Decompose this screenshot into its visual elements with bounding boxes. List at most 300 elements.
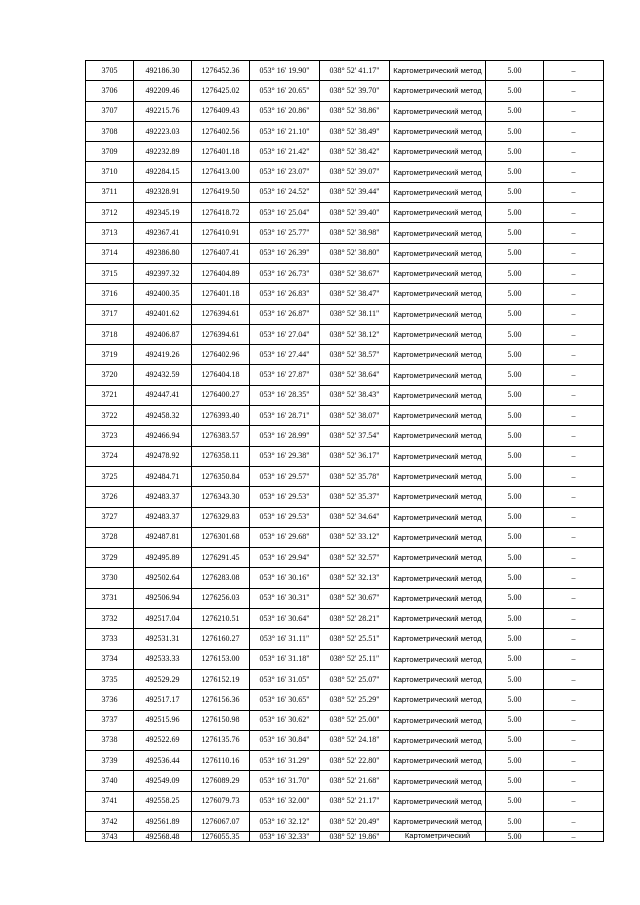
y-coordinate-cell: 1276400.27 bbox=[192, 385, 250, 405]
latitude-cell: 053° 16' 24.52" bbox=[250, 182, 320, 202]
y-coordinate-cell: 1276401.18 bbox=[192, 284, 250, 304]
method-cell: Картометрический метод bbox=[390, 61, 486, 81]
longitude-cell: 038° 52' 25.29" bbox=[320, 690, 390, 710]
longitude-cell: 038° 52' 38.42" bbox=[320, 142, 390, 162]
x-coordinate-cell: 492400.35 bbox=[134, 284, 192, 304]
y-coordinate-cell: 1276160.27 bbox=[192, 629, 250, 649]
method-cell: Картометрический метод bbox=[390, 487, 486, 507]
table-row bbox=[86, 771, 604, 791]
longitude-cell: 038° 52' 34.64" bbox=[320, 507, 390, 527]
method-cell: Картометрический метод bbox=[390, 629, 486, 649]
table-row bbox=[86, 263, 604, 283]
table-row bbox=[86, 142, 604, 162]
method-cell: Картометрический метод bbox=[390, 791, 486, 811]
y-coordinate-cell: 1276407.41 bbox=[192, 243, 250, 263]
x-coordinate-cell: 492558.25 bbox=[134, 791, 192, 811]
note-cell: – bbox=[544, 811, 604, 831]
method-cell: Картометрический метод bbox=[390, 162, 486, 182]
method-cell: Картометрический метод bbox=[390, 182, 486, 202]
point-number-cell: 3731 bbox=[86, 588, 134, 608]
longitude-cell: 038° 52' 38.43" bbox=[320, 385, 390, 405]
longitude-cell: 038° 52' 38.98" bbox=[320, 223, 390, 243]
table-row bbox=[86, 426, 604, 446]
note-cell: – bbox=[544, 487, 604, 507]
table-row bbox=[86, 507, 604, 527]
table-row bbox=[86, 690, 604, 710]
latitude-cell: 053° 16' 30.65" bbox=[250, 690, 320, 710]
y-coordinate-cell: 1276055.35 bbox=[192, 832, 250, 842]
longitude-cell: 038° 52' 39.70" bbox=[320, 81, 390, 101]
note-cell: – bbox=[544, 81, 604, 101]
x-coordinate-cell: 492406.87 bbox=[134, 324, 192, 344]
method-cell: Картометрический метод bbox=[390, 669, 486, 689]
accuracy-cell: 5.00 bbox=[486, 426, 544, 446]
y-coordinate-cell: 1276301.68 bbox=[192, 527, 250, 547]
y-coordinate-cell: 1276418.72 bbox=[192, 203, 250, 223]
point-number-cell: 3727 bbox=[86, 507, 134, 527]
method-cell: Картометрический метод bbox=[390, 345, 486, 365]
latitude-cell: 053° 16' 21.42" bbox=[250, 142, 320, 162]
x-coordinate-cell: 492478.92 bbox=[134, 446, 192, 466]
point-number-cell: 3734 bbox=[86, 649, 134, 669]
table-row bbox=[86, 284, 604, 304]
latitude-cell: 053° 16' 20.65" bbox=[250, 81, 320, 101]
table-row bbox=[86, 568, 604, 588]
longitude-cell: 038° 52' 25.51" bbox=[320, 629, 390, 649]
longitude-cell: 038° 52' 39.40" bbox=[320, 203, 390, 223]
accuracy-cell: 5.00 bbox=[486, 446, 544, 466]
method-cell: Картометрический метод bbox=[390, 101, 486, 121]
y-coordinate-cell: 1276393.40 bbox=[192, 406, 250, 426]
table-row bbox=[86, 730, 604, 750]
method-cell: Картометрический метод bbox=[390, 426, 486, 446]
y-coordinate-cell: 1276283.08 bbox=[192, 568, 250, 588]
latitude-cell: 053° 16' 29.53" bbox=[250, 507, 320, 527]
x-coordinate-cell: 492529.29 bbox=[134, 669, 192, 689]
longitude-cell: 038° 52' 20.49" bbox=[320, 811, 390, 831]
table-row bbox=[86, 487, 604, 507]
y-coordinate-cell: 1276329.83 bbox=[192, 507, 250, 527]
accuracy-cell: 5.00 bbox=[486, 466, 544, 486]
accuracy-cell: 5.00 bbox=[486, 669, 544, 689]
note-cell: – bbox=[544, 426, 604, 446]
method-cell: Картометрический метод bbox=[390, 568, 486, 588]
point-number-cell: 3737 bbox=[86, 710, 134, 730]
longitude-cell: 038° 52' 25.11" bbox=[320, 649, 390, 669]
longitude-cell: 038° 52' 38.12" bbox=[320, 324, 390, 344]
method-cell: Картометрический метод bbox=[390, 223, 486, 243]
y-coordinate-cell: 1276156.36 bbox=[192, 690, 250, 710]
y-coordinate-cell: 1276153.00 bbox=[192, 649, 250, 669]
note-cell: – bbox=[544, 527, 604, 547]
longitude-cell: 038° 52' 35.37" bbox=[320, 487, 390, 507]
note-cell: – bbox=[544, 406, 604, 426]
y-coordinate-cell: 1276402.56 bbox=[192, 121, 250, 141]
point-number-cell: 3710 bbox=[86, 162, 134, 182]
y-coordinate-cell: 1276256.03 bbox=[192, 588, 250, 608]
accuracy-cell: 5.00 bbox=[486, 710, 544, 730]
y-coordinate-cell: 1276350.84 bbox=[192, 466, 250, 486]
method-cell: Картометрический метод bbox=[390, 121, 486, 141]
latitude-cell: 053° 16' 26.83" bbox=[250, 284, 320, 304]
method-cell: Картометрический метод bbox=[390, 548, 486, 568]
x-coordinate-cell: 492401.62 bbox=[134, 304, 192, 324]
x-coordinate-cell: 492561.89 bbox=[134, 811, 192, 831]
x-coordinate-cell: 492458.32 bbox=[134, 406, 192, 426]
table-row bbox=[86, 304, 604, 324]
latitude-cell: 053° 16' 31.05" bbox=[250, 669, 320, 689]
method-cell: Картометрический метод bbox=[390, 690, 486, 710]
y-coordinate-cell: 1276404.89 bbox=[192, 263, 250, 283]
point-number-cell: 3724 bbox=[86, 446, 134, 466]
point-number-cell: 3709 bbox=[86, 142, 134, 162]
note-cell: – bbox=[544, 142, 604, 162]
table-row bbox=[86, 243, 604, 263]
y-coordinate-cell: 1276358.11 bbox=[192, 446, 250, 466]
method-cell: Картометрический метод bbox=[390, 324, 486, 344]
method-cell: Картометрический метод bbox=[390, 81, 486, 101]
accuracy-cell: 5.00 bbox=[486, 365, 544, 385]
note-cell: – bbox=[544, 710, 604, 730]
x-coordinate-cell: 492517.04 bbox=[134, 609, 192, 629]
y-coordinate-cell: 1276343.30 bbox=[192, 487, 250, 507]
longitude-cell: 038° 52' 21.68" bbox=[320, 771, 390, 791]
longitude-cell: 038° 52' 38.11" bbox=[320, 304, 390, 324]
note-cell: – bbox=[544, 507, 604, 527]
point-number-cell: 3706 bbox=[86, 81, 134, 101]
accuracy-cell: 5.00 bbox=[486, 61, 544, 81]
point-number-cell: 3711 bbox=[86, 182, 134, 202]
accuracy-cell: 5.00 bbox=[486, 609, 544, 629]
accuracy-cell: 5.00 bbox=[486, 203, 544, 223]
table-row bbox=[86, 832, 604, 842]
latitude-cell: 053° 16' 30.62" bbox=[250, 710, 320, 730]
accuracy-cell: 5.00 bbox=[486, 406, 544, 426]
y-coordinate-cell: 1276404.18 bbox=[192, 365, 250, 385]
y-coordinate-cell: 1276394.61 bbox=[192, 324, 250, 344]
latitude-cell: 053° 16' 28.99" bbox=[250, 426, 320, 446]
y-coordinate-cell: 1276401.18 bbox=[192, 142, 250, 162]
table-row bbox=[86, 345, 604, 365]
accuracy-cell: 5.00 bbox=[486, 324, 544, 344]
x-coordinate-cell: 492515.96 bbox=[134, 710, 192, 730]
x-coordinate-cell: 492345.19 bbox=[134, 203, 192, 223]
note-cell: – bbox=[544, 203, 604, 223]
y-coordinate-cell: 1276079.73 bbox=[192, 791, 250, 811]
point-number-cell: 3739 bbox=[86, 751, 134, 771]
note-cell: – bbox=[544, 832, 604, 842]
accuracy-cell: 5.00 bbox=[486, 568, 544, 588]
point-number-cell: 3714 bbox=[86, 243, 134, 263]
point-number-cell: 3716 bbox=[86, 284, 134, 304]
note-cell: – bbox=[544, 690, 604, 710]
longitude-cell: 038° 52' 21.17" bbox=[320, 791, 390, 811]
table-row bbox=[86, 649, 604, 669]
accuracy-cell: 5.00 bbox=[486, 811, 544, 831]
coordinates-table bbox=[85, 60, 604, 842]
accuracy-cell: 5.00 bbox=[486, 588, 544, 608]
latitude-cell: 053° 16' 27.87" bbox=[250, 365, 320, 385]
x-coordinate-cell: 492447.41 bbox=[134, 385, 192, 405]
table-row bbox=[86, 203, 604, 223]
method-cell: Картометрический метод bbox=[390, 284, 486, 304]
y-coordinate-cell: 1276402.96 bbox=[192, 345, 250, 365]
longitude-cell: 038° 52' 25.00" bbox=[320, 710, 390, 730]
longitude-cell: 038° 52' 38.80" bbox=[320, 243, 390, 263]
point-number-cell: 3732 bbox=[86, 609, 134, 629]
note-cell: – bbox=[544, 324, 604, 344]
latitude-cell: 053° 16' 20.86" bbox=[250, 101, 320, 121]
accuracy-cell: 5.00 bbox=[486, 345, 544, 365]
longitude-cell: 038° 52' 28.21" bbox=[320, 609, 390, 629]
longitude-cell: 038° 52' 25.07" bbox=[320, 669, 390, 689]
table-row bbox=[86, 548, 604, 568]
note-cell: – bbox=[544, 385, 604, 405]
y-coordinate-cell: 1276425.02 bbox=[192, 81, 250, 101]
method-cell: Картометрический метод bbox=[390, 142, 486, 162]
method-cell: Картометрический метод bbox=[390, 811, 486, 831]
accuracy-cell: 5.00 bbox=[486, 527, 544, 547]
accuracy-cell: 5.00 bbox=[486, 243, 544, 263]
latitude-cell: 053° 16' 29.94" bbox=[250, 548, 320, 568]
method-cell: Картометрический метод bbox=[390, 243, 486, 263]
longitude-cell: 038° 52' 38.64" bbox=[320, 365, 390, 385]
latitude-cell: 053° 16' 27.04" bbox=[250, 324, 320, 344]
note-cell: – bbox=[544, 568, 604, 588]
note-cell: – bbox=[544, 304, 604, 324]
y-coordinate-cell: 1276291.45 bbox=[192, 548, 250, 568]
point-number-cell: 3740 bbox=[86, 771, 134, 791]
x-coordinate-cell: 492466.94 bbox=[134, 426, 192, 446]
point-number-cell: 3735 bbox=[86, 669, 134, 689]
x-coordinate-cell: 492502.64 bbox=[134, 568, 192, 588]
note-cell: – bbox=[544, 263, 604, 283]
x-coordinate-cell: 492483.37 bbox=[134, 507, 192, 527]
y-coordinate-cell: 1276150.98 bbox=[192, 710, 250, 730]
table-row bbox=[86, 81, 604, 101]
y-coordinate-cell: 1276409.43 bbox=[192, 101, 250, 121]
table-row bbox=[86, 385, 604, 405]
x-coordinate-cell: 492397.32 bbox=[134, 263, 192, 283]
x-coordinate-cell: 492284.15 bbox=[134, 162, 192, 182]
method-cell: Картометрический метод bbox=[390, 446, 486, 466]
x-coordinate-cell: 492487.81 bbox=[134, 527, 192, 547]
latitude-cell: 053° 16' 29.68" bbox=[250, 527, 320, 547]
point-number-cell: 3736 bbox=[86, 690, 134, 710]
table-row bbox=[86, 365, 604, 385]
y-coordinate-cell: 1276383.57 bbox=[192, 426, 250, 446]
latitude-cell: 053° 16' 29.38" bbox=[250, 446, 320, 466]
y-coordinate-cell: 1276110.16 bbox=[192, 751, 250, 771]
latitude-cell: 053° 16' 25.77" bbox=[250, 223, 320, 243]
accuracy-cell: 5.00 bbox=[486, 223, 544, 243]
table-row bbox=[86, 406, 604, 426]
x-coordinate-cell: 492549.09 bbox=[134, 771, 192, 791]
latitude-cell: 053° 16' 26.87" bbox=[250, 304, 320, 324]
note-cell: – bbox=[544, 791, 604, 811]
latitude-cell: 053° 16' 27.44" bbox=[250, 345, 320, 365]
table-row bbox=[86, 223, 604, 243]
latitude-cell: 053° 16' 19.90" bbox=[250, 61, 320, 81]
latitude-cell: 053° 16' 30.16" bbox=[250, 568, 320, 588]
point-number-cell: 3743 bbox=[86, 832, 134, 842]
note-cell: – bbox=[544, 345, 604, 365]
table-row bbox=[86, 751, 604, 771]
note-cell: – bbox=[544, 466, 604, 486]
x-coordinate-cell: 492483.37 bbox=[134, 487, 192, 507]
method-cell: Картометрический метод bbox=[390, 406, 486, 426]
accuracy-cell: 5.00 bbox=[486, 81, 544, 101]
y-coordinate-cell: 1276410.91 bbox=[192, 223, 250, 243]
y-coordinate-cell: 1276152.19 bbox=[192, 669, 250, 689]
note-cell: – bbox=[544, 284, 604, 304]
latitude-cell: 053° 16' 30.31" bbox=[250, 588, 320, 608]
x-coordinate-cell: 492432.59 bbox=[134, 365, 192, 385]
method-cell: Картометрический метод bbox=[390, 304, 486, 324]
x-coordinate-cell: 492223.03 bbox=[134, 121, 192, 141]
method-cell: Картометрический метод bbox=[390, 649, 486, 669]
note-cell: – bbox=[544, 730, 604, 750]
point-number-cell: 3720 bbox=[86, 365, 134, 385]
table-row bbox=[86, 527, 604, 547]
x-coordinate-cell: 492209.46 bbox=[134, 81, 192, 101]
note-cell: – bbox=[544, 182, 604, 202]
latitude-cell: 053° 16' 28.35" bbox=[250, 385, 320, 405]
table-row bbox=[86, 446, 604, 466]
accuracy-cell: 5.00 bbox=[486, 791, 544, 811]
longitude-cell: 038° 52' 19.86" bbox=[320, 832, 390, 842]
accuracy-cell: 5.00 bbox=[486, 649, 544, 669]
latitude-cell: 053° 16' 25.04" bbox=[250, 203, 320, 223]
point-number-cell: 3726 bbox=[86, 487, 134, 507]
table-row bbox=[86, 324, 604, 344]
point-number-cell: 3741 bbox=[86, 791, 134, 811]
accuracy-cell: 5.00 bbox=[486, 629, 544, 649]
accuracy-cell: 5.00 bbox=[486, 182, 544, 202]
table-row bbox=[86, 121, 604, 141]
method-cell: Картометрический метод bbox=[390, 527, 486, 547]
x-coordinate-cell: 492522.69 bbox=[134, 730, 192, 750]
longitude-cell: 038° 52' 22.80" bbox=[320, 751, 390, 771]
note-cell: – bbox=[544, 162, 604, 182]
note-cell: – bbox=[544, 243, 604, 263]
longitude-cell: 038° 52' 41.17" bbox=[320, 61, 390, 81]
method-cell: Картометрический метод bbox=[390, 710, 486, 730]
x-coordinate-cell: 492568.48 bbox=[134, 832, 192, 842]
longitude-cell: 038° 52' 38.47" bbox=[320, 284, 390, 304]
point-number-cell: 3742 bbox=[86, 811, 134, 831]
note-cell: – bbox=[544, 101, 604, 121]
method-cell: Картометрический метод bbox=[390, 771, 486, 791]
table-body bbox=[86, 61, 604, 842]
note-cell: – bbox=[544, 649, 604, 669]
longitude-cell: 038° 52' 37.54" bbox=[320, 426, 390, 446]
accuracy-cell: 5.00 bbox=[486, 284, 544, 304]
note-cell: – bbox=[544, 751, 604, 771]
note-cell: – bbox=[544, 365, 604, 385]
note-cell: – bbox=[544, 771, 604, 791]
latitude-cell: 053° 16' 23.07" bbox=[250, 162, 320, 182]
x-coordinate-cell: 492186.30 bbox=[134, 61, 192, 81]
longitude-cell: 038° 52' 33.12" bbox=[320, 527, 390, 547]
accuracy-cell: 5.00 bbox=[486, 142, 544, 162]
x-coordinate-cell: 492419.26 bbox=[134, 345, 192, 365]
accuracy-cell: 5.00 bbox=[486, 162, 544, 182]
method-cell: Картометрический метод bbox=[390, 385, 486, 405]
table-row bbox=[86, 710, 604, 730]
accuracy-cell: 5.00 bbox=[486, 101, 544, 121]
y-coordinate-cell: 1276413.00 bbox=[192, 162, 250, 182]
note-cell: – bbox=[544, 446, 604, 466]
accuracy-cell: 5.00 bbox=[486, 730, 544, 750]
latitude-cell: 053° 16' 31.29" bbox=[250, 751, 320, 771]
method-cell: Картометрический метод bbox=[390, 751, 486, 771]
point-number-cell: 3717 bbox=[86, 304, 134, 324]
table-row bbox=[86, 61, 604, 81]
x-coordinate-cell: 492484.71 bbox=[134, 466, 192, 486]
latitude-cell: 053° 16' 32.33" bbox=[250, 832, 320, 842]
point-number-cell: 3708 bbox=[86, 121, 134, 141]
latitude-cell: 053° 16' 26.73" bbox=[250, 263, 320, 283]
accuracy-cell: 5.00 bbox=[486, 507, 544, 527]
x-coordinate-cell: 492495.89 bbox=[134, 548, 192, 568]
x-coordinate-cell: 492517.17 bbox=[134, 690, 192, 710]
x-coordinate-cell: 492328.91 bbox=[134, 182, 192, 202]
note-cell: – bbox=[544, 629, 604, 649]
accuracy-cell: 5.00 bbox=[486, 832, 544, 842]
y-coordinate-cell: 1276419.50 bbox=[192, 182, 250, 202]
longitude-cell: 038° 52' 35.78" bbox=[320, 466, 390, 486]
latitude-cell: 053° 16' 26.39" bbox=[250, 243, 320, 263]
point-number-cell: 3725 bbox=[86, 466, 134, 486]
point-number-cell: 3733 bbox=[86, 629, 134, 649]
y-coordinate-cell: 1276452.36 bbox=[192, 61, 250, 81]
point-number-cell: 3713 bbox=[86, 223, 134, 243]
note-cell: – bbox=[544, 609, 604, 629]
table-row bbox=[86, 466, 604, 486]
method-cell: Картометрический метод bbox=[390, 466, 486, 486]
longitude-cell: 038° 52' 24.18" bbox=[320, 730, 390, 750]
point-number-cell: 3707 bbox=[86, 101, 134, 121]
point-number-cell: 3729 bbox=[86, 548, 134, 568]
method-cell: Картометрический метод bbox=[390, 588, 486, 608]
accuracy-cell: 5.00 bbox=[486, 690, 544, 710]
longitude-cell: 038° 52' 32.57" bbox=[320, 548, 390, 568]
table-row bbox=[86, 162, 604, 182]
note-cell: – bbox=[544, 548, 604, 568]
accuracy-cell: 5.00 bbox=[486, 385, 544, 405]
latitude-cell: 053° 16' 32.12" bbox=[250, 811, 320, 831]
point-number-cell: 3738 bbox=[86, 730, 134, 750]
latitude-cell: 053° 16' 29.57" bbox=[250, 466, 320, 486]
table-row bbox=[86, 609, 604, 629]
latitude-cell: 053° 16' 30.64" bbox=[250, 609, 320, 629]
note-cell: – bbox=[544, 669, 604, 689]
method-cell: Картометрический метод bbox=[390, 730, 486, 750]
latitude-cell: 053° 16' 31.11" bbox=[250, 629, 320, 649]
point-number-cell: 3723 bbox=[86, 426, 134, 446]
point-number-cell: 3712 bbox=[86, 203, 134, 223]
latitude-cell: 053° 16' 31.18" bbox=[250, 649, 320, 669]
x-coordinate-cell: 492506.94 bbox=[134, 588, 192, 608]
y-coordinate-cell: 1276067.07 bbox=[192, 811, 250, 831]
x-coordinate-cell: 492215.76 bbox=[134, 101, 192, 121]
latitude-cell: 053° 16' 32.00" bbox=[250, 791, 320, 811]
longitude-cell: 038° 52' 36.17" bbox=[320, 446, 390, 466]
table-row bbox=[86, 101, 604, 121]
x-coordinate-cell: 492531.31 bbox=[134, 629, 192, 649]
method-cell: Картометрический метод bbox=[390, 365, 486, 385]
